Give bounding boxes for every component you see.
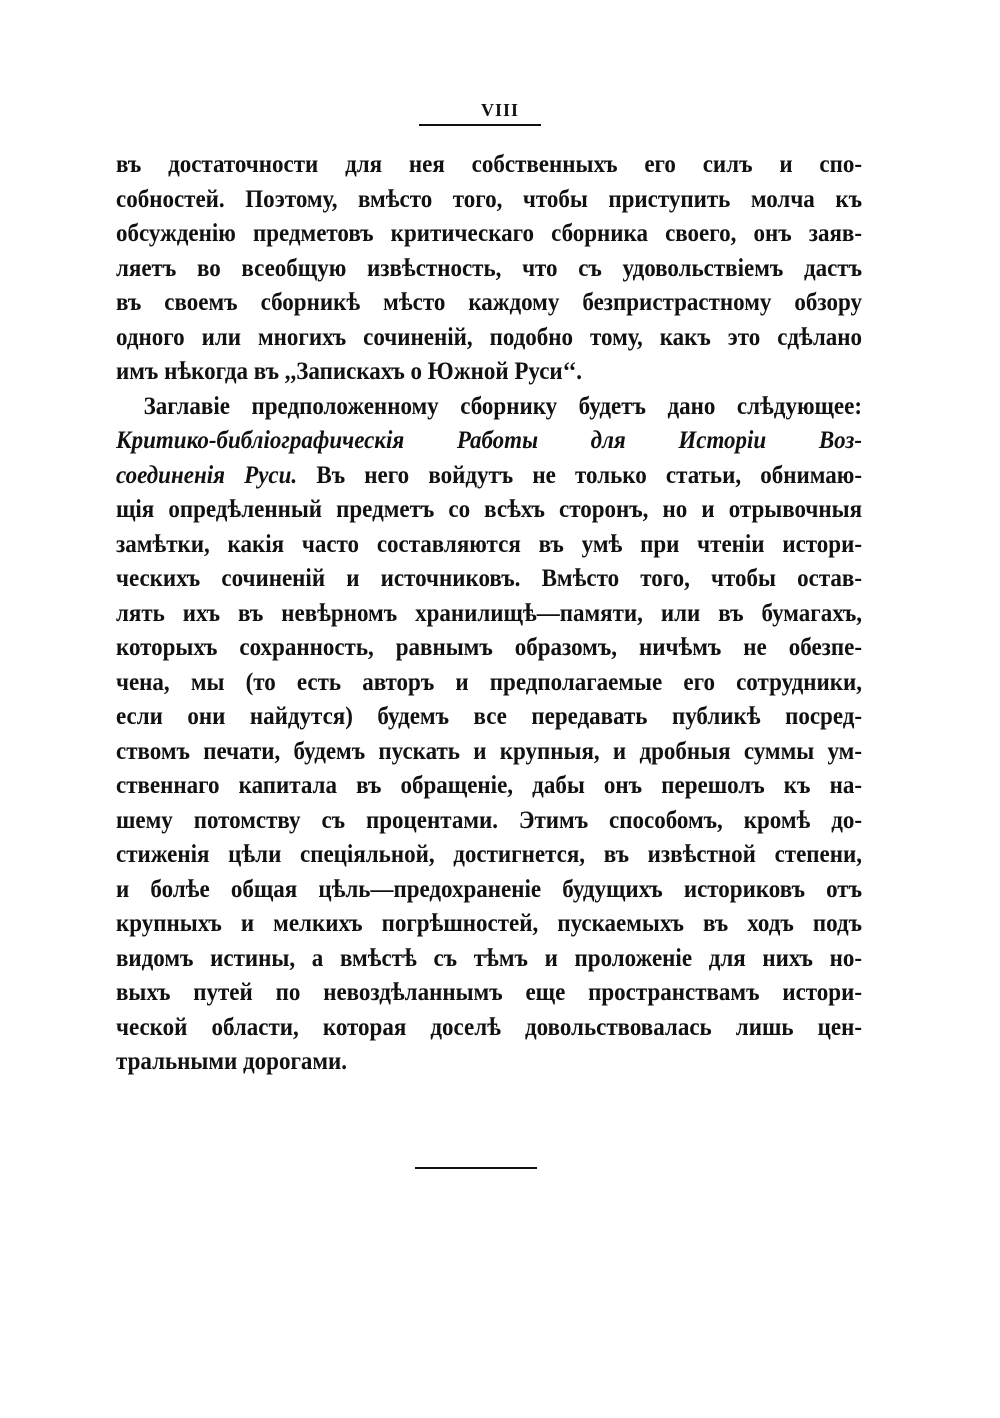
italic-title-line: Критико-библіографическія Работы для Исторіи Воз- <box>116 427 863 454</box>
text-line: если они найдутся) будемъ все передавать публикѣ посред- <box>116 703 863 730</box>
page-number: VIII <box>480 100 519 120</box>
italic-title-end: соединенія Руси. <box>116 461 298 489</box>
text-line: ляетъ во всеобщую извѣстность, что съ удовольствіемъ дастъ <box>116 254 863 282</box>
text-line: щія опредѣленный предметъ со всѣхъ сторонъ, но и отрывочныя <box>116 496 863 523</box>
text-line: ствомъ печати, будемъ пускать и крупныя, и дробныя суммы ум- <box>116 737 863 765</box>
text-line: выхъ путей по невоздѣланнымъ еще пространствамъ истори- <box>116 979 863 1006</box>
text-line: одного или многихъ сочиненій, подобно тому, какъ это сдѣлано <box>116 323 863 351</box>
closing-rule <box>415 1167 537 1169</box>
text-line-rest: Въ него войдутъ не только статьи, обнимаю- <box>297 461 863 489</box>
text-line: которыхъ сохранность, равнымъ образомъ, ничѣмъ не обезпе- <box>116 634 863 661</box>
paragraph-2 <box>116 390 862 1080</box>
text-line: тральными дорогами. <box>116 1048 348 1075</box>
text-line: замѣтки, какія часто составляются въ умѣ при чтеніи истори- <box>116 530 863 558</box>
text-line <box>116 459 862 494</box>
text-line: въ своемъ сборникѣ мѣсто каждому безпристрастному обзору <box>116 289 863 316</box>
text-line: чена, мы (то есть авторъ и предполагаемые его сотрудники, <box>116 668 863 696</box>
body-text <box>116 148 862 1080</box>
text-line: и болѣе общая цѣль—предохраненіе будущихъ историковъ отъ <box>116 875 863 903</box>
text-line: видомъ истины, а вмѣстѣ съ тѣмъ и проложеніе для нихъ но- <box>116 944 863 972</box>
text-line: въ достаточности для нея собственныхъ его силъ и спо- <box>116 151 863 178</box>
text-line: обсужденію предметовъ критическаго сборника своего, онъ заяв- <box>116 220 863 247</box>
text-line: ческихъ сочиненій и источниковъ. Вмѣсто того, чтобы остав- <box>116 565 863 592</box>
text-line: собностей. Поэтому, вмѣсто того, чтобы приступить молча къ <box>116 185 863 213</box>
text-line: стиженія цѣли спеціяльной, достигнется, въ извѣстной степени, <box>116 841 863 868</box>
text-line: ческой области, которая доселѣ довольствовалась лишь цен- <box>116 1013 863 1041</box>
text-line: ственнаго капитала въ обращеніе, дабы онъ перешолъ къ на- <box>116 772 863 799</box>
text-line: крупныхъ и мелкихъ погрѣшностей, пускаемыхъ въ ходъ подъ <box>116 910 863 937</box>
text-line: лять ихъ въ невѣрномъ хранилищѣ—памяти, или въ бумагахъ, <box>116 599 863 627</box>
text-line: шему потомству съ процентами. Этимъ способомъ, кромѣ до- <box>116 806 863 834</box>
paragraph-1 <box>116 148 862 390</box>
text-line: имъ нѣкогда въ ,,Запискахъ о Южной Руси‘‘. <box>116 358 583 385</box>
text-line: Заглавіе предположенному сборнику будетъ дано слѣдующее: <box>143 392 863 420</box>
header-rule <box>419 124 541 126</box>
